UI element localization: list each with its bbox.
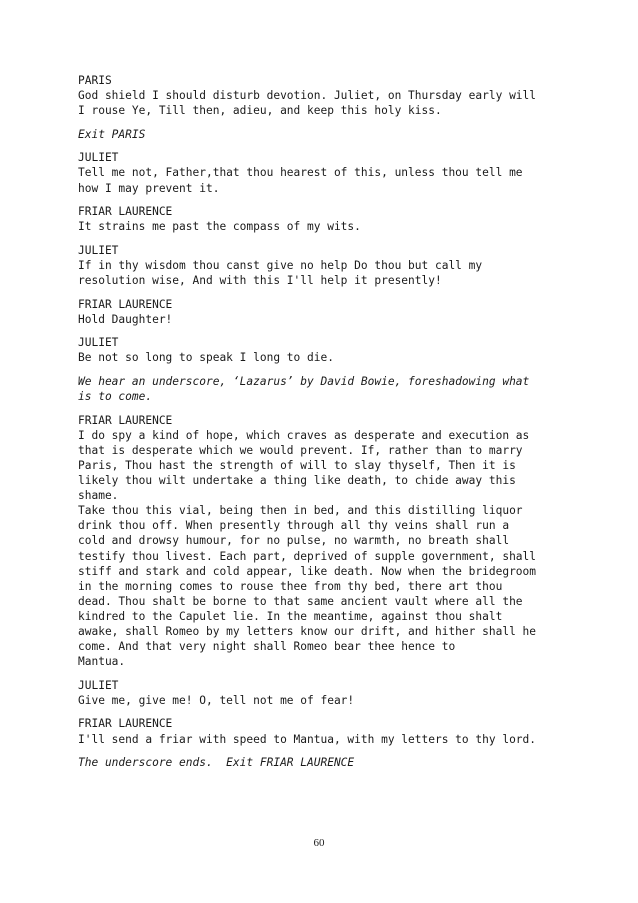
speaker-name: FRIAR LAURENCE: [78, 413, 173, 427]
dialogue-line: drink thou off. When presently through all thy veins shall run a: [78, 519, 510, 533]
stage-direction-block: [78, 127, 566, 142]
stage-direction-block: [78, 755, 566, 770]
dialogue-line: resolution wise, And with this I'll help it presently!: [78, 274, 442, 288]
dialogue-line: If in thy wisdom thou canst give no help Do thou but call my: [78, 258, 483, 272]
speech-block: [78, 73, 566, 118]
dialogue-line: God shield I should disturb devotion. Juliet, on Thursday early will: [78, 89, 537, 103]
speech-block: [78, 335, 566, 365]
script-page-body: [78, 73, 566, 779]
dialogue-line: cold and drowsy humour, for no pulse, no warmth, no breath shall: [78, 534, 510, 548]
dialogue-line: Be not so long to speak I long to die.: [78, 351, 334, 365]
speaker-name: FRIAR LAURENCE: [78, 205, 173, 219]
dialogue-line: come. And that very night shall Romeo bear thee hence to: [78, 640, 456, 654]
dialogue-line: Hold Daughter!: [78, 312, 173, 326]
dialogue-line: kindred to the Capulet lie. In the meantime, against thou shalt: [78, 609, 503, 623]
dialogue-line: in the morning comes to rouse thee from thy bed, there art thou: [78, 579, 503, 593]
dialogue-line: I do spy a kind of hope, which craves as desperate and execution as: [78, 428, 530, 442]
dialogue-line: I rouse Ye, Till then, adieu, and keep this holy kiss.: [78, 104, 442, 118]
dialogue-line: stiff and stark and cold appear, like death. Now when the bridegroom: [78, 564, 537, 578]
speaker-name: PARIS: [78, 74, 112, 87]
dialogue-line: Give me, give me! O, tell not me of fear!: [78, 693, 355, 707]
page-number: 60: [313, 837, 325, 849]
speech-block: [78, 150, 566, 195]
dialogue-line: likely thou wilt undertake a thing like death, to chide away this: [78, 474, 516, 488]
speaker-name: JULIET: [78, 336, 119, 350]
dialogue-line: Take thou this vial, being then in bed, and this distilling liquor: [78, 504, 523, 518]
speech-block: [78, 413, 566, 670]
stage-direction-line: We hear an underscore, ‘Lazarus’ by David Bowie, foreshadowing what: [78, 375, 530, 388]
dialogue-line: shame.: [78, 489, 119, 503]
stage-direction-block: [78, 374, 566, 404]
dialogue-line: testify thou livest. Each part, deprived of supple government, shall: [78, 549, 537, 563]
dialogue-line: Paris, Thou hast the strength of will to slay thyself, Then it is: [78, 458, 516, 472]
speech-block: [78, 678, 566, 708]
dialogue-line: Mantua.: [78, 655, 126, 669]
dialogue-line: It strains me past the compass of my wits.: [78, 220, 361, 234]
speech-block: [78, 716, 566, 746]
stage-direction-line: is to come.: [78, 390, 153, 404]
stage-direction-line: The underscore ends. Exit FRIAR LAURENCE: [78, 756, 355, 770]
dialogue-line: how I may prevent it.: [78, 181, 220, 195]
dialogue-line: that is desperate which we would prevent. If, rather than to marry: [78, 443, 523, 457]
dialogue-line: awake, shall Romeo by my letters know our drift, and hither shall he: [78, 625, 537, 638]
dialogue-line: Tell me not, Father,that thou hearest of this, unless thou tell me: [78, 166, 523, 180]
speaker-name: FRIAR LAURENCE: [78, 297, 173, 311]
dialogue-line: dead. Thou shalt be borne to that same ancient vault where all the: [78, 594, 523, 608]
speech-block: [78, 204, 566, 234]
speaker-name: JULIET: [78, 243, 119, 257]
stage-direction-line: Exit PARIS: [78, 127, 146, 141]
speaker-name: JULIET: [78, 151, 119, 165]
speaker-name: FRIAR LAURENCE: [78, 717, 173, 731]
dialogue-line: I'll send a friar with speed to Mantua, with my letters to thy lord.: [78, 732, 537, 746]
speech-block: [78, 297, 566, 327]
speaker-name: JULIET: [78, 678, 119, 692]
speech-block: [78, 243, 566, 288]
